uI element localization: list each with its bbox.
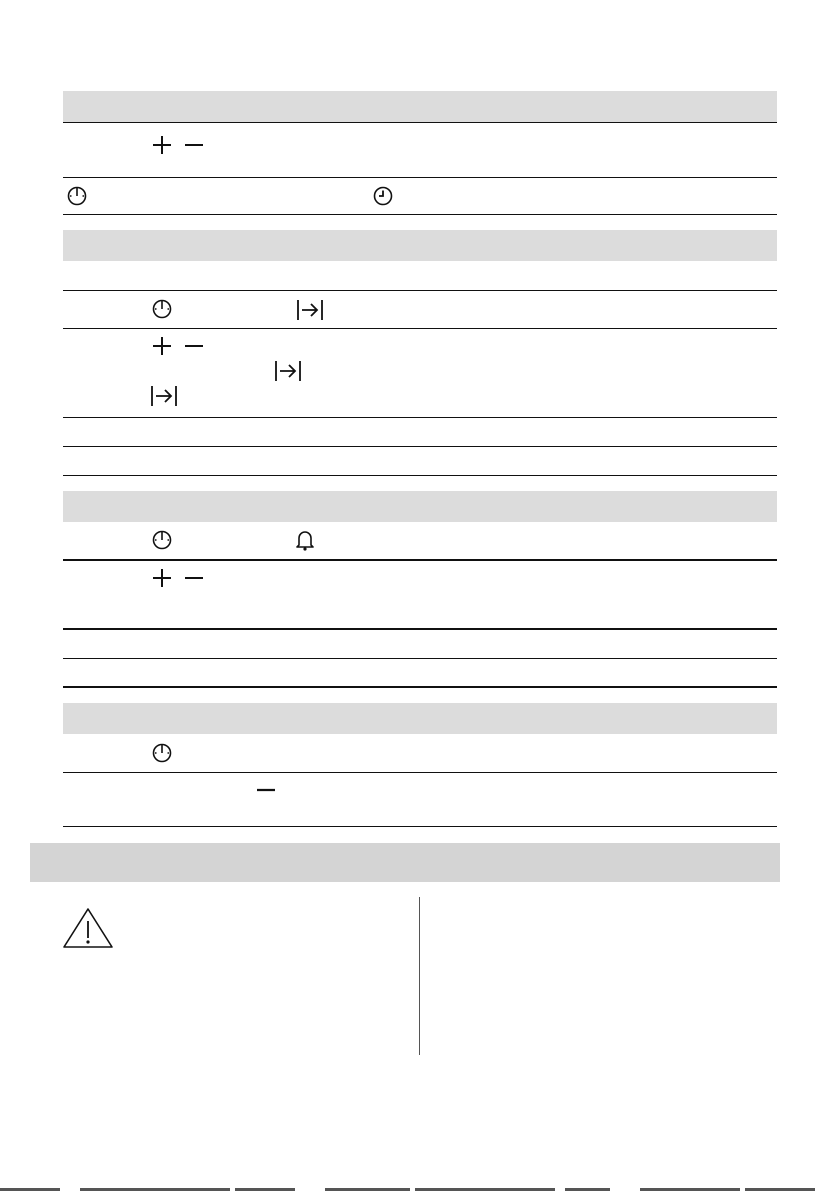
page-edge-mark	[415, 1188, 555, 1191]
skip-forward-icon	[296, 299, 324, 321]
section-3-rule-1	[63, 559, 777, 561]
section-2-rule-3	[63, 417, 777, 418]
plus-icon	[152, 336, 172, 356]
section-1-rule-mid	[63, 177, 777, 178]
plus-icon	[152, 568, 172, 588]
minus-icon	[184, 336, 204, 356]
section-3-header	[63, 491, 777, 522]
page-edge-mark	[325, 1188, 410, 1191]
timer-icon	[67, 186, 87, 206]
section-4-rule-1	[63, 772, 777, 773]
plus-icon	[152, 135, 172, 155]
timer-icon	[152, 299, 172, 319]
section-3-rule-2	[63, 628, 777, 630]
minus-icon	[184, 568, 204, 588]
timer-icon	[152, 743, 172, 763]
section-2-header	[63, 230, 777, 261]
page-edge-mark	[745, 1188, 815, 1191]
page-edge-mark	[0, 1188, 60, 1191]
page-edge-mark	[235, 1188, 295, 1191]
section-3-rule-4	[63, 686, 777, 688]
page-edge-mark	[80, 1188, 230, 1191]
skip-forward-icon	[150, 385, 178, 407]
section-4-header	[63, 703, 777, 734]
section-1-header	[63, 91, 777, 122]
section-1-rule-bottom	[63, 214, 777, 215]
page-edge-mark	[565, 1188, 610, 1191]
column-divider	[419, 897, 420, 1055]
bell-icon	[295, 529, 315, 551]
warning-icon	[62, 907, 114, 949]
section-2-rule-2	[63, 328, 777, 329]
section-3-rule-3	[63, 658, 777, 659]
section-2-rule-5	[63, 475, 777, 476]
clock-icon	[373, 186, 393, 206]
chapter-header-bar	[30, 843, 780, 882]
section-4-rule-2	[63, 826, 777, 827]
timer-icon	[152, 530, 172, 550]
minus-icon	[256, 780, 276, 800]
section-2-rule-4	[63, 446, 777, 447]
minus-icon	[184, 135, 204, 155]
page-edge-mark	[640, 1188, 740, 1191]
skip-forward-icon	[274, 360, 302, 382]
section-1-rule-top	[63, 122, 777, 123]
section-2-rule-1	[63, 290, 777, 291]
